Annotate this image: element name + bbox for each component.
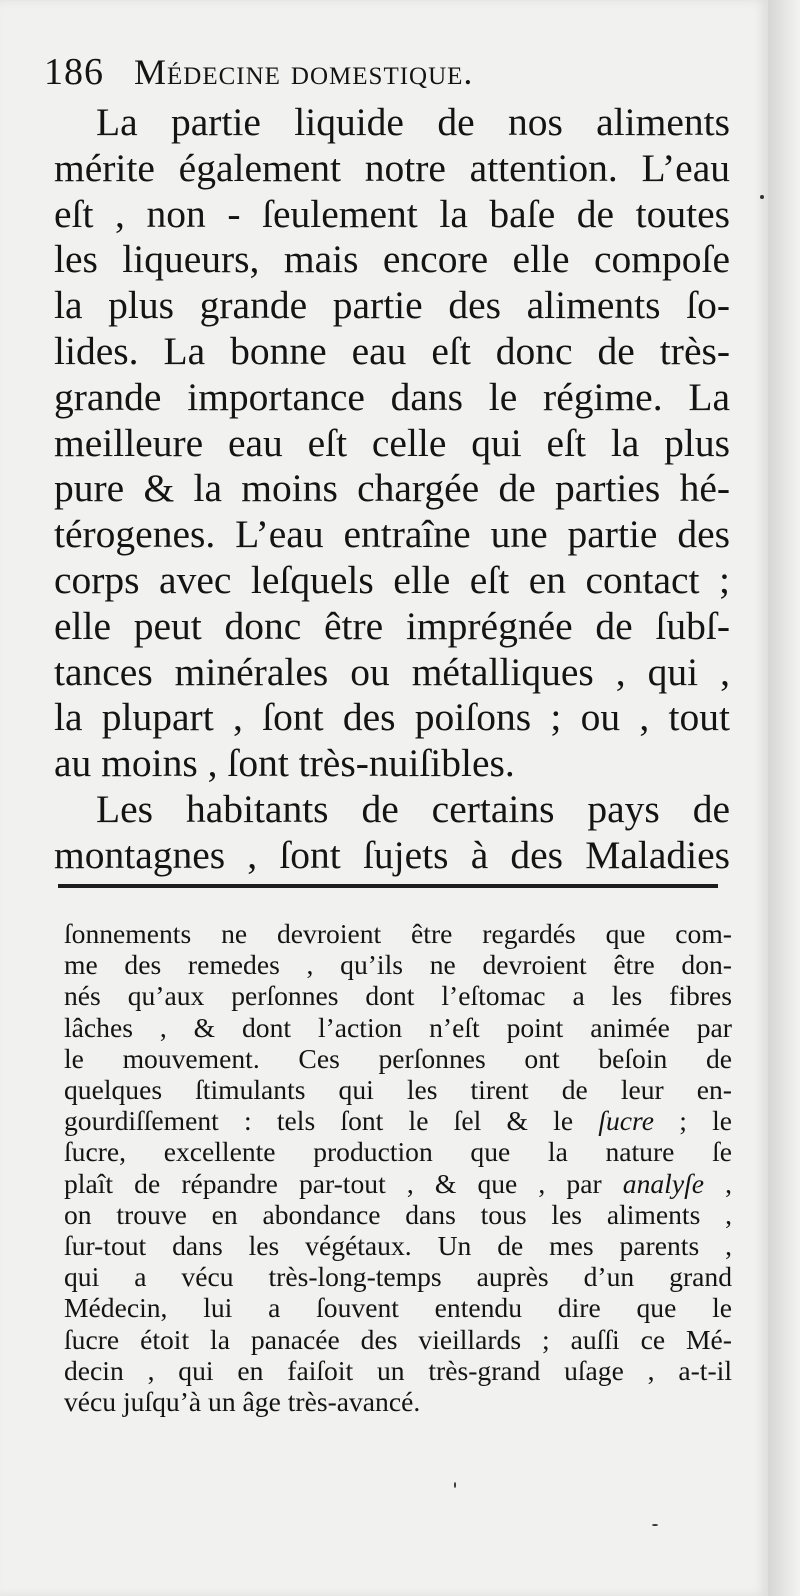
page-number: 186 bbox=[44, 51, 104, 93]
footnote-line: ſur-tout dans les végétaux. Un de mes parents , bbox=[64, 1230, 732, 1262]
footnote-line: on trouve en abondance dans tous les aliments , bbox=[64, 1198, 732, 1230]
text-line: elle peut donc être imprégnée de ſubſ- bbox=[54, 603, 730, 648]
ink-speck bbox=[652, 1524, 658, 1526]
footnote-line: lâches , & dont l’action n’eſt point animée par bbox=[64, 1011, 732, 1043]
footnote-line: le mouvement. Ces perſonnes ont beſoin de bbox=[64, 1042, 732, 1074]
text-line: térogenes. L’eau entraîne une partie des bbox=[54, 512, 730, 557]
text-line: la plupart , ſont des poiſons ; ou , tout bbox=[54, 695, 730, 740]
page-edge bbox=[768, 0, 800, 1596]
running-title: Médecine domestique. bbox=[134, 52, 474, 92]
text-line: les liqueurs, mais encore elle compoſe bbox=[54, 237, 730, 282]
text-line: meilleure eau eſt celle qui eſt la plus bbox=[54, 420, 730, 465]
footnote-line: quelques ſtimulants qui les tirent de leur en- bbox=[64, 1074, 732, 1106]
page-header bbox=[44, 50, 744, 100]
footnote-line bbox=[64, 1168, 732, 1199]
footnote-line: me des remedes , qu’ils ne devroient être don- bbox=[64, 949, 732, 981]
footnote-line: decin , qui en faiſoit un très-grand uſage , a-t-il bbox=[64, 1354, 732, 1386]
footnote-line: ſucre, excellente production que la nature ſe bbox=[64, 1136, 732, 1168]
text-line: au moins , ſont très-nuiſibles. bbox=[54, 741, 515, 786]
footnote bbox=[64, 918, 732, 1417]
footnote-line: ſonnements ne devroient être regardés que com- bbox=[64, 918, 732, 949]
footnote-rule bbox=[58, 884, 718, 888]
footnote-line bbox=[64, 1105, 732, 1136]
footnote-line: vécu juſqu’à un âge très-avancé. bbox=[64, 1386, 421, 1418]
footnote-line: ſucre étoit la panacée des vieillards ; auſſi ce Mé- bbox=[64, 1323, 732, 1355]
footnote-text: ; le bbox=[653, 1105, 732, 1137]
footnote-line: nés qu’aux perſonnes dont l’eſtomac a les fibres bbox=[64, 980, 732, 1012]
footnote-text: , bbox=[704, 1167, 733, 1199]
text-line: montagnes , ſont ſujets à des Maladies bbox=[54, 832, 730, 877]
main-text bbox=[54, 100, 730, 879]
italic-word-analyse: analyſe bbox=[622, 1167, 704, 1199]
footnote-line: Médecin, lui a ſouvent entendu dire que le bbox=[64, 1292, 732, 1324]
text-line: corps avec leſquels elle eſt en contact ; bbox=[54, 557, 730, 602]
text-line: lides. La bonne eau eſt donc de très- bbox=[54, 328, 730, 373]
text-line: La partie liquide de nos aliments bbox=[96, 100, 730, 144]
footnote-text: plaît de répandre par-tout , & que , par bbox=[64, 1167, 602, 1199]
text-line: grande importance dans le régime. La bbox=[54, 374, 730, 419]
text-line: pure & la moins chargée de parties hé- bbox=[54, 466, 730, 511]
footnote-text: gourdiſſement : tels ſont le ſel & le bbox=[64, 1105, 574, 1137]
footnote-line: qui a vécu très-long-temps auprès d’un grand bbox=[64, 1261, 732, 1293]
ink-speck bbox=[760, 195, 764, 199]
text-line: la plus grande partie des aliments ſo- bbox=[54, 283, 730, 328]
italic-word-sucre: ſucre bbox=[598, 1105, 654, 1137]
text-line: Les habitants de certains pays de bbox=[96, 786, 730, 831]
text-line: eſt , non - ſeulement la baſe de toutes bbox=[54, 191, 730, 236]
ink-speck bbox=[454, 1482, 456, 1488]
text-line: tances minérales ou métalliques , qui , bbox=[54, 649, 730, 694]
text-line: mérite également notre attention. L’eau bbox=[54, 145, 730, 190]
